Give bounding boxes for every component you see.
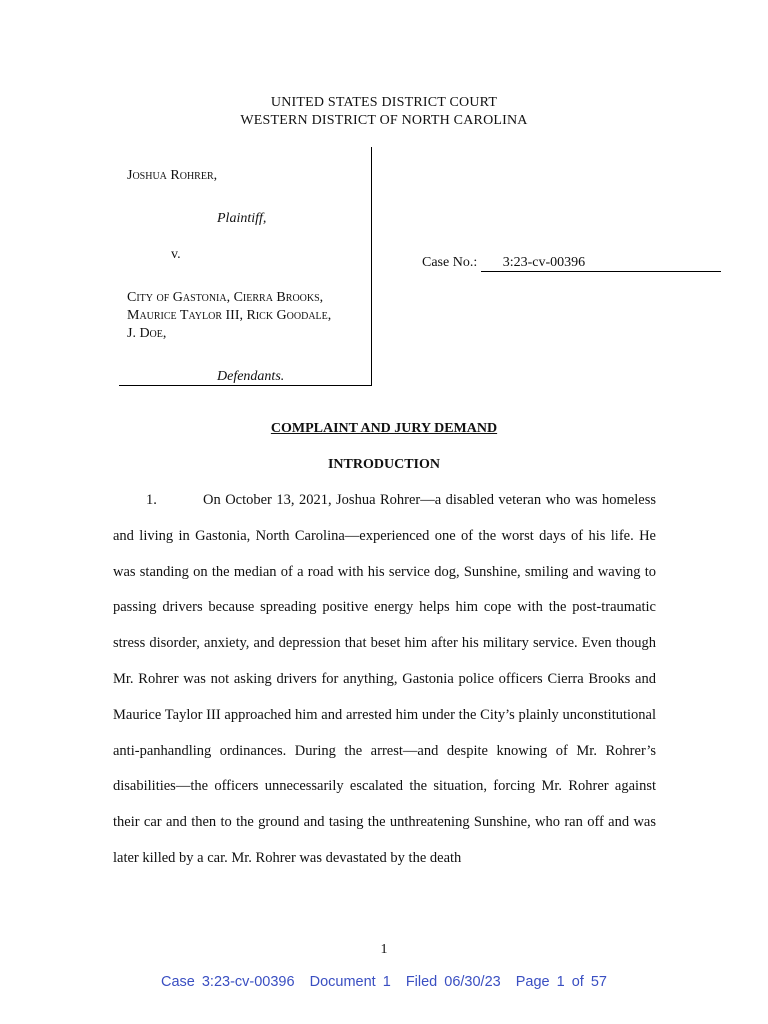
plaintiff-role: Plaintiff, [217, 211, 267, 226]
footer-filed: Filed 06/30/23 [405, 974, 501, 990]
defendants-line-2: Maurice Taylor III, Rick Goodale, [127, 308, 332, 323]
versus: v. [171, 247, 181, 262]
footer-document: Document 1 [309, 974, 391, 990]
court-heading [0, 94, 768, 130]
section-heading: INTRODUCTION [327, 457, 440, 472]
plaintiff-name: Joshua Rohrer, [127, 168, 218, 183]
defendants-role: Defendants. [217, 369, 285, 384]
paragraph-number: 1. [146, 492, 157, 508]
page-number: 1 [380, 942, 388, 957]
case-number-value: 3:23-cv-00396 [502, 255, 586, 270]
court-district: WESTERN DISTRICT OF NORTH CAROLINA [240, 113, 528, 128]
paragraph-text: On October 13, 2021, Joshua Rohrer—a disabled veteran who was homeless and living in Gastonia, North Carolina—experienced one of the worst days of his life. He was standing on the median of a road with his service dog, Sunshine, smiling and waving to passing drivers because spreading positive energy helps him cope with the post-traumatic stress disorder, anxiety, and depression that beset him after his military service. Even though Mr. Rohrer was not asking drivers for anything, Gastonia police officers Cierra Brooks and Maurice Taylor III approached him and arrested him under the City’s plainly unconstitutional anti-panhandling ordinances. During the arrest—and despite knowing of Mr. Rohrer’s disabilities—the officers unnecessarily escalated the situation, forcing Mr. Rohrer against their car and then to the ground and tasing the unthreatening Sunshine, who ran off and was later killed by a car. Mr. Rohrer was devastated by the death [113, 492, 656, 866]
filing-footer [0, 974, 768, 990]
footer-case: Case 3:23-cv-00396 [160, 974, 295, 990]
paragraph-1 [113, 483, 656, 877]
case-number [422, 255, 721, 272]
case-number-field [481, 255, 721, 272]
defendants-line-1: City of Gastonia, Cierra Brooks, [127, 290, 324, 305]
defendants-line-3: J. Doe, [127, 326, 167, 341]
court-name: UNITED STATES DISTRICT COURT [270, 95, 498, 110]
document-title: COMPLAINT AND JURY DEMAND [270, 421, 498, 436]
case-number-label: Case No.: [422, 255, 478, 270]
footer-page: Page 1 of 57 [515, 974, 607, 990]
